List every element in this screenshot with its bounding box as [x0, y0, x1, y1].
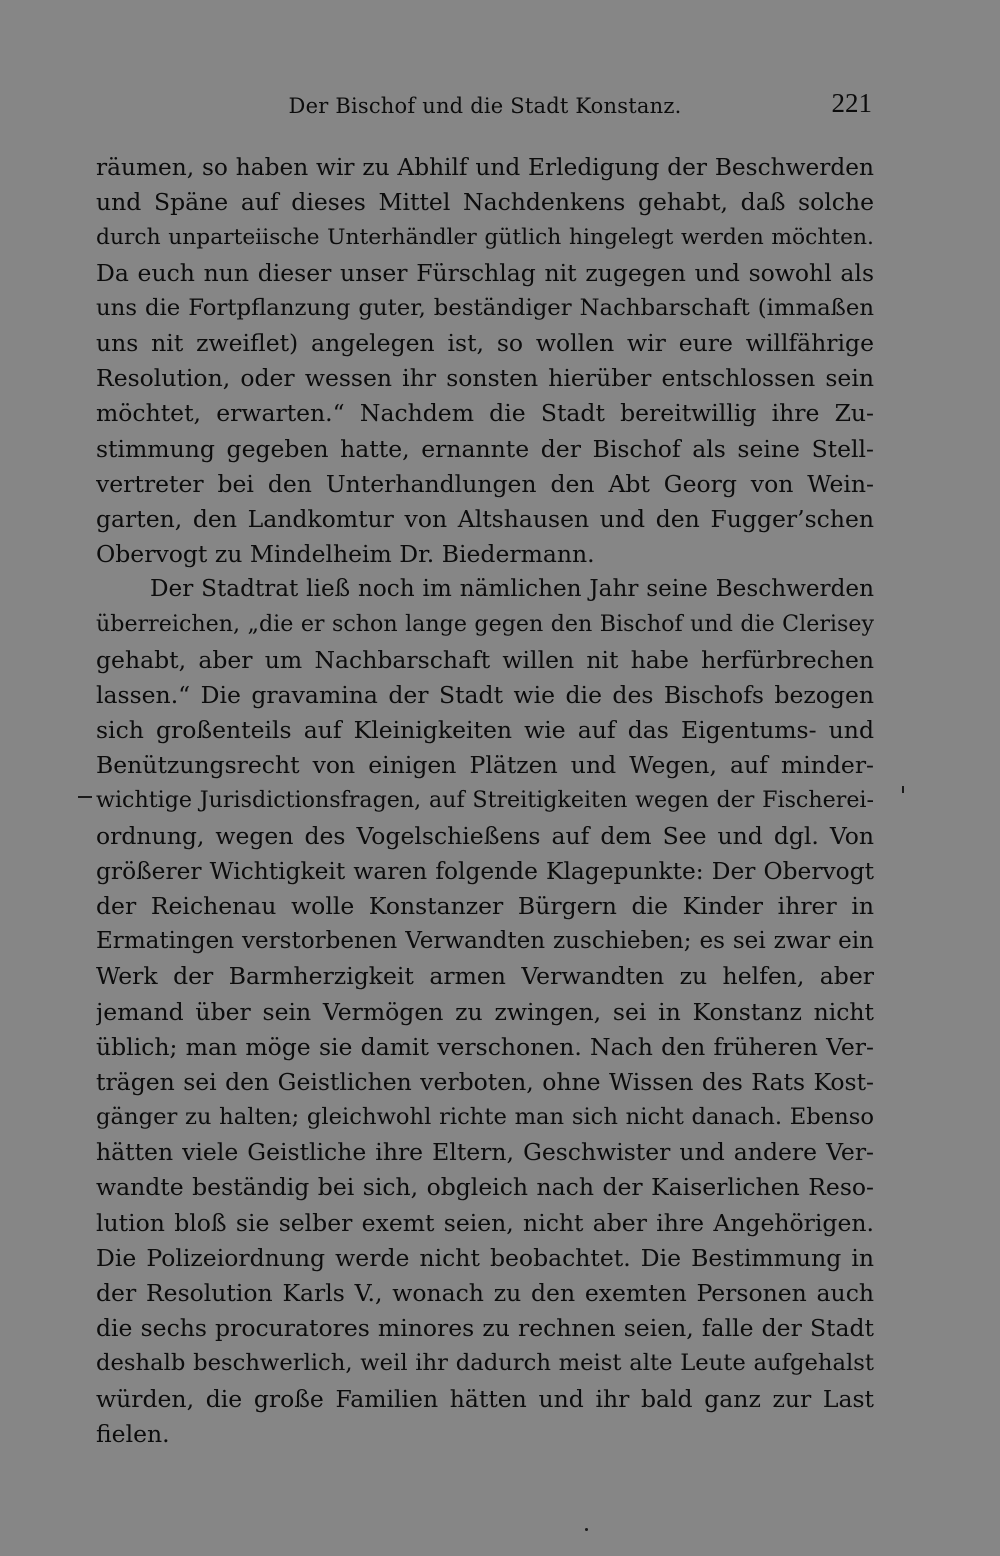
text-line: räumen, so haben wir zu Abhilf und Erledigung der Beschwerden — [96, 154, 874, 181]
paragraph-1 — [96, 150, 874, 572]
text-line: Die Polizeiordnung werde nicht beobachtet. Die Bestimmung in — [96, 1243, 874, 1272]
text-line: garten, den Landkomtur von Altshausen und den Fugger’schen — [96, 504, 874, 533]
text-line: würden, die große Familien hätten und ihr bald ganz zur Last — [96, 1384, 874, 1413]
text-line: wichtige Jurisdictionsfragen, auf Streitigkeiten wegen der Fischerei- — [96, 787, 874, 814]
text-line: lution bloß sie selber exemt seien, nicht aber ihre Angehörigen. — [96, 1208, 874, 1237]
text-line: uns nit zweiflet) angelegen ist, so wollen wir eure willfährige — [96, 328, 874, 357]
text-line: Resolution, oder wessen ihr sonsten hierüber entschlossen sein — [96, 364, 874, 393]
text-line: Der Stadtrat ließ noch im nämlichen Jahr seine Beschwerden — [150, 576, 874, 603]
text-line: Da euch nun dieser unser Fürschlag nit zugegen und sowohl als — [96, 258, 874, 287]
text-line: vertreter bei den Unterhandlungen den Abt Georg von Wein- — [96, 469, 874, 498]
text-line: lassen.“ Die gravamina der Stadt wie die des Bischofs bezogen — [96, 680, 874, 709]
text-line: Obervogt zu Mindelheim Dr. Biedermann. — [96, 540, 595, 569]
text-line: gehabt, aber um Nachbarschaft willen nit habe herfürbrechen — [96, 645, 874, 674]
running-head — [96, 88, 874, 128]
text-line: jemand über sein Vermögen zu zwingen, sei in Konstanz nicht — [96, 997, 874, 1026]
text-line: wandte beständig bei sich, obgleich nach der Kaiserlichen Reso- — [96, 1173, 874, 1202]
text-line: gänger zu halten; gleichwohl richte man sich nicht danach. Ebenso — [96, 1104, 874, 1131]
text-line: der Reichenau wolle Konstanzer Bürgern die Kinder ihrer in — [96, 891, 874, 920]
body-text — [96, 150, 874, 1452]
text-line: sich großenteils auf Kleinigkeiten wie auf das Eigentums- und — [96, 716, 874, 744]
text-line: Benützungsrecht von einigen Plätzen und Wegen, auf minder- — [96, 751, 874, 780]
scan-speck — [902, 786, 904, 793]
running-title: Der Bischof und die Stadt Konstanz. — [288, 94, 682, 118]
text-line: stimmung gegeben hatte, ernannte der Bischof als seine Stell- — [96, 434, 874, 463]
text-line: überreichen, „die er schon lange gegen den Bischof und die Clerisey — [96, 611, 874, 638]
scan-speck — [78, 796, 92, 798]
text-line: größerer Wichtigkeit waren folgende Klagepunkte: Der Obervogt — [96, 857, 874, 885]
text-line: durch unparteiische Unterhändler gütlich hingelegt werden möchten. — [96, 225, 874, 251]
paragraph-2 — [96, 572, 874, 1452]
text-line: trägen sei den Geistlichen verboten, ohne Wissen des Rats Kost- — [96, 1067, 874, 1096]
text-line: üblich; man möge sie damit verschonen. Nach den früheren Ver- — [96, 1032, 874, 1061]
text-line: möchtet, erwarten.“ Nachdem die Stadt bereitwillig ihre Zu- — [96, 399, 874, 428]
text-line: und Späne auf dieses Mittel Nachdenkens gehabt, daß solche — [96, 188, 874, 217]
text-line: fielen. — [96, 1419, 170, 1448]
text-line: uns die Fortpflanzung guter, beständiger Nachbarschaft (immaßen — [96, 294, 874, 321]
text-line: hätten viele Geistliche ihre Eltern, Geschwister und andere Ver- — [96, 1138, 874, 1167]
text-line: ordnung, wegen des Vogelschießens auf dem See und dgl. Von — [96, 821, 874, 850]
page-number: 221 — [831, 88, 872, 118]
text-line: Werk der Barmherzigkeit armen Verwandten zu helfen, aber — [96, 962, 874, 991]
scan-speck — [585, 1528, 588, 1531]
text-line: die sechs procuratores minores zu rechnen seien, falle der Stadt — [96, 1314, 874, 1343]
text-line: Ermatingen verstorbenen Verwandten zuschieben; es sei zwar ein — [96, 928, 874, 955]
text-line: der Resolution Karls V., wonach zu den exemten Personen auch — [96, 1279, 874, 1307]
text-line: deshalb beschwerlich, weil ihr dadurch meist alte Leute aufgehalst — [96, 1350, 874, 1377]
